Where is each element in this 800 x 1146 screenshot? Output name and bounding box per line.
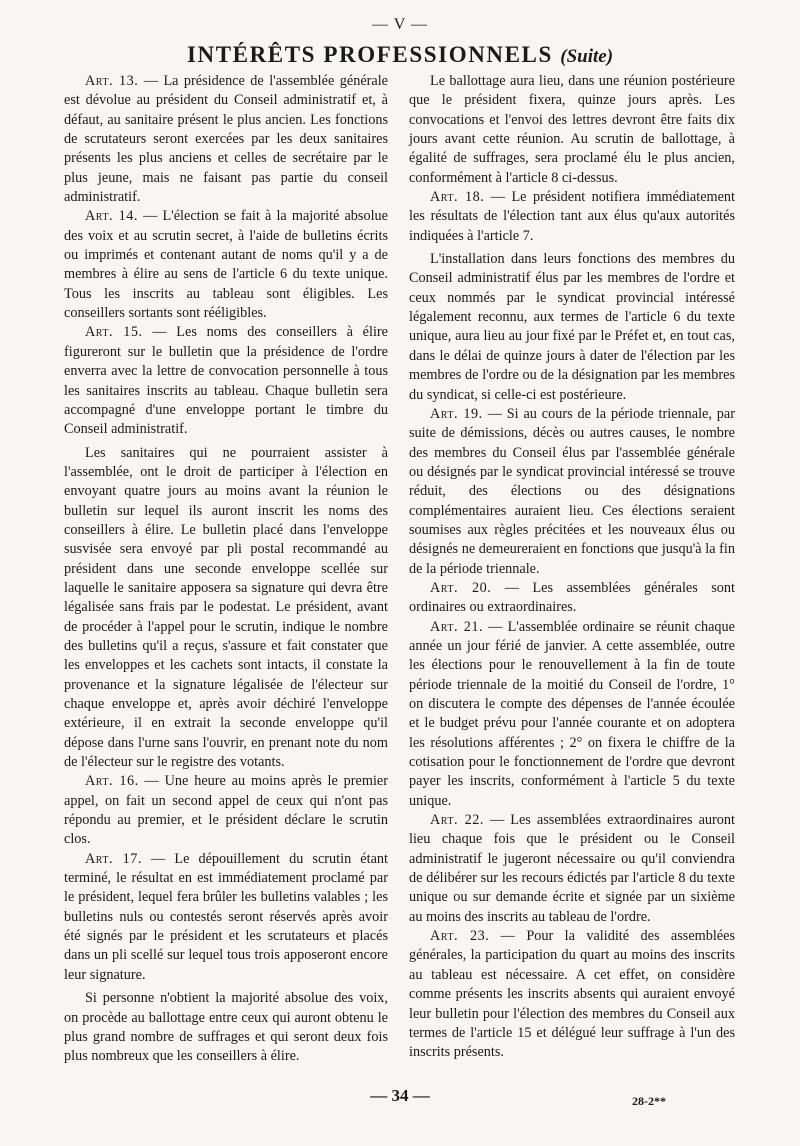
article-text: — Une heure au moins après le premier appel, on fait un second appel de ceux qui n'ont pas répondu au premier, et le président déclare le scrutin clos.: [64, 773, 388, 848]
article-label: Art. 13.: [85, 73, 139, 89]
article-text: — Les noms des conseillers à élire figureront sur le bulletin que la présidence de l'ordre enverra avec la lettre de convocation personnelle à tous les sanitaires inscrits au tableau. Chaque bulletin sera accompagné d'une enveloppe portant le timbre du Conseil administratif.: [64, 324, 388, 438]
article-20: [409, 579, 735, 618]
right-column: [409, 72, 735, 1063]
article-15: [64, 323, 388, 439]
title-suite: (Suite): [560, 46, 614, 67]
article-text: — Les assemblées extraordinaires auront lieu chaque fois que le président ou le Conseil administratif le jugeront nécessaire ou qu'il conviendra de délibérer sur les recours édictés par l'article 8 du texte unique ou sur demande écrite et signée par un sixième au moins des inscrits au tableau de l'ordre.: [409, 812, 735, 925]
page-title: [0, 42, 800, 68]
article-label: Art. 18.: [430, 189, 485, 206]
paragraph-ballottage: Si personne n'obtient la majorité absolue des voix, on procède au ballottage entre ceux qui auront obtenu le plus grand nombre de suffrages et qui seront deux fois plus nombreux que les conseillers à élire.: [64, 990, 388, 1065]
article-text: — Si au cours de la période triennale, par suite de démissions, décès ou autres causes, le nombre des membres du Conseil élus par l'assemblée générale ou désignés par le syndicat provincial intéressé se trouve réduit, des élections ou des désignations complémentaires auraient lieu. Ces élections seraient soumises aux règles précitées et les nouveaux élus ou désignés ne demeureraient en fonctions que jusqu'à la fin de la période triennale.: [409, 405, 735, 577]
article-text: — L'assemblée ordinaire se réunit chaque année un jour férié de janvier. A cette assemblée, outre les élections pour le renouvellement à la fin de toute période triennale de la moitié du Conseil de l'ordre, 1° on discutera le compte des dépenses de l'année écoulée et le budget prévu pour l'année courante et on adoptera les résolutions afférentes ; 2° on fixera le chiffre de la cotisation pour le fonctionnement de l'ordre que devront payer les inscrits, conformément à l'article 5 du texte unique.: [409, 618, 735, 809]
paragraph-ballottage-date: Le ballottage aura lieu, dans une réunion postérieure que le président fixera, quinze jours après. Les convocations et l'envoi des lettres devront être faits dix jours avant cette réunion. Au scrutin de ballottage, à égalité de suffrages, sera proclamé élu le plus ancien, conformément à l'article 8 ci-dessus.: [409, 73, 735, 186]
paragraph-voting-by-mail: Les sanitaires qui ne pourraient assister à l'assemblée, ont le droit de participer à l'élection en envoyant quatre jours au moins avant la réunion le bulletin sur lequel ils auront inscrit les noms des conseillers à élire. Le bulletin placé dans l'enveloppe susvisée sera envoyé par pli postal recommandé au président dans une seconde enveloppe scellée sur laquelle le sanitaire apposera sa signature qui devra être légalisée sans frais par le podestat. Le président, avant de procéder à l'appel pour le scrutin, indique le nombre des bulletins qu'il a reçus, s'assure et fait constater que les enveloppes et les cachets sont intacts, il constate la provenance et la signature légalisée de l'électeur sur chaque enveloppe et, après avoir déchiré l'enveloppe extérieure, il en extrait la seconde enveloppe qu'il dépose dans l'urne sans l'ouvrir, en prenant note du nom de l'électeur sur le registre des votants.: [64, 444, 388, 771]
article-14: [64, 207, 388, 323]
article-13: [64, 72, 388, 207]
article-label: Art. 14.: [85, 208, 138, 225]
article-label: Art. 15.: [85, 324, 143, 341]
article-19: [409, 405, 735, 579]
article-22: [409, 811, 735, 927]
article-text: — L'élection se fait à la majorité absolue des voix et au scrutin secret, à l'aide de bulletins écrits ou imprimés et contenant autant de noms qu'il y a de membres à élire au sens de l'article 6 du texte unique. Tous les inscrits au tableau sont éligibles. Les conseillers sortants sont rééligibles.: [64, 208, 389, 322]
left-column: [64, 72, 388, 1067]
article-label: Art. 16.: [85, 773, 139, 790]
article-label: Art. 22.: [430, 812, 484, 829]
paragraph-installation: L'installation dans leurs fonctions des membres du Conseil administratif élus par les membres de l'ordre et ceux nommés par le syndicat provincial intéressé légalement reconnu, aux termes de l'article 6 du texte unique, aura lieu au jour fixé par le Préfet et, en tout cas, dans le délai de quinze jours à dater de l'élection par les membres de l'ordre ou de la désignation par les membres du syndicat, si celle-ci est postérieure.: [409, 251, 735, 403]
article-label: Art. 20.: [430, 579, 492, 596]
article-text: — Pour la validité des assemblées générales, la participation du quart au moins des inscrits au tableau est nécessaire. A cet effet, on considère comme présents les inscrits absents qui auraient envoyé leur bulletin pour l'élection des membres du Conseil aux termes de l'article 15 et délégué leur suffrage à l'un des inscrits présents.: [409, 928, 736, 1061]
print-code: 28-2**: [632, 1094, 666, 1108]
article-text: — Le président notifiera immédiatement les résultats de l'élection tant aux élus qu'aux autorités indiquées à l'article 7.: [409, 189, 736, 244]
article-text: — Les assemblées générales sont ordinaires ou extraordinaires.: [409, 579, 736, 616]
article-23: [409, 927, 735, 1062]
article-label: Art. 19.: [430, 405, 483, 422]
article-17: [64, 850, 388, 985]
article-label: Art. 23.: [430, 928, 490, 945]
article-21: [409, 618, 735, 811]
article-text: — La présidence de l'assemblée générale est dévolue au président du Conseil administratif et, à défaut, au sanitaire présent le plus ancien. Les fonctions de scrutateurs seront exercées par les deux sanitaires présents les plus anciens et celles de secrétaire par le plus jeune, mais ne faisant pas partie du conseil administratif.: [64, 73, 388, 206]
article-16: [64, 772, 388, 849]
article-18: [409, 188, 735, 246]
title-text: INTÉRÊTS PROFESSIONNELS: [186, 42, 553, 67]
article-label: Art. 17.: [85, 850, 142, 867]
article-text: — Le dépouillement du scrutin étant terminé, le résultat en est immédiatement proclamé par le président, lequel fera brûler les bulletins valables ; les bulletins nuls ou contestés seront réservés après avoir été signés par le président et les scrutateurs et placés dans un pli scellé sur lequel tous trois apposeront encore leur signature.: [64, 850, 388, 983]
article-label: Art. 21.: [430, 618, 484, 635]
page-number: — 34 —: [370, 1086, 430, 1105]
page-roman-numeral: — V —: [372, 16, 428, 33]
